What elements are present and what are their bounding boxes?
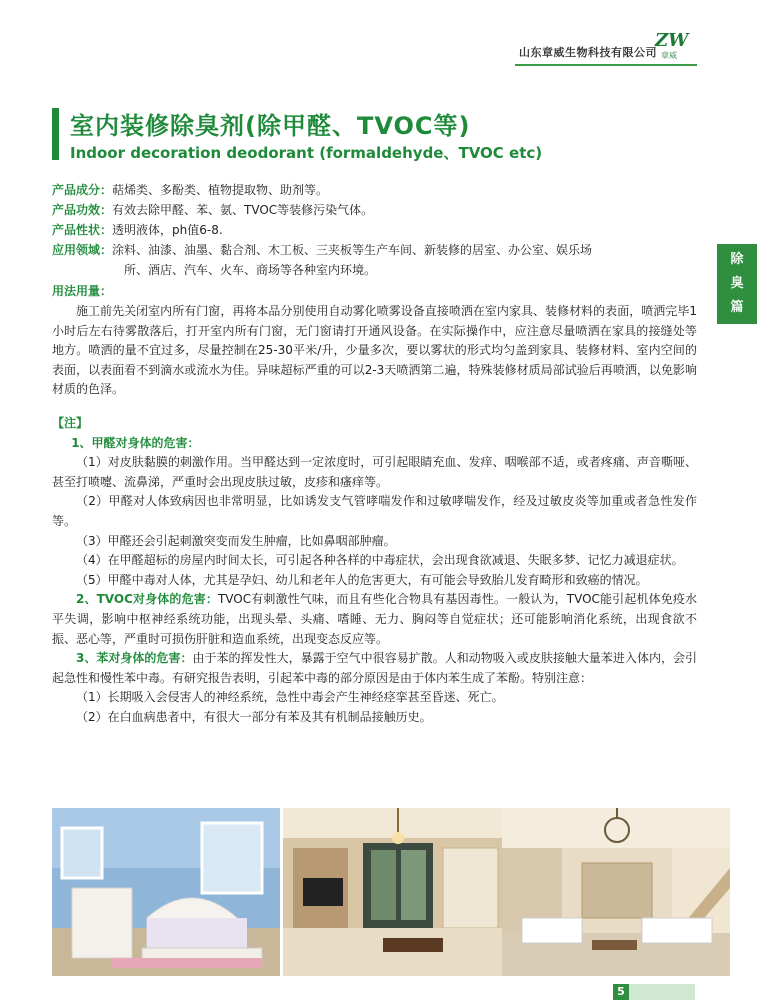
property-label: 产品性状： bbox=[52, 223, 113, 237]
note-item: （2）在白血病患者中，有很大一部分有苯及其有机制品接触历史。 bbox=[76, 709, 432, 724]
note-heading-formaldehyde: 1、甲醛对身体的危害： bbox=[71, 435, 200, 450]
company-logo bbox=[655, 30, 695, 64]
photo-living-room bbox=[283, 808, 511, 976]
title-accent-bar bbox=[52, 108, 59, 160]
section-tab-char: 除 bbox=[730, 252, 744, 267]
usage-paragraph: 施工前先关闭室内所有门窗，再将本品分别使用自动雾化喷雾设备直接喷洒在室内家具、装修材料的表面，喷洒完毕1小时后左右待雾散落后，打开室内所有门窗，无门窗请打开通风设备。在实际操作中，应注意尽量喷洒在家具的接缝处等地方。喷洒的量不宜过多，尽量控制在25-30平米/升，少量多次，要以雾状的形式均匀盖到家具、装修材料、室内空间的表面，以表面看不到滴水或流水为佳。异味超标严重的可以2-3天喷洒第二遍，特殊装修材质局部试验后再喷洒，以免影响材质的色泽。 bbox=[52, 304, 697, 397]
note-item: （2）甲醛对人体致病因也非常明显，比如诱发支气管哮喘发作和过敏哮喘发作，经及过敏皮炎等加重或者急性发作等。 bbox=[52, 494, 697, 528]
notes-block bbox=[52, 414, 697, 728]
property-value: 萜烯类、多酚类、植物提取物、助剂等。 bbox=[112, 183, 329, 197]
logo-caption: 章威 bbox=[661, 51, 677, 60]
property-value: 涂料、油漆、油墨、黏合剂、木工板、三夹板等生产车间、新装修的居室、办公室、娱乐场 bbox=[112, 243, 593, 257]
photo-villa-lounge bbox=[502, 808, 730, 976]
note-tvoc bbox=[52, 590, 697, 649]
property-application-continued: 所、酒店、汽车、火车、商场等各种室内环境。 bbox=[124, 263, 377, 277]
section-tab[interactable] bbox=[717, 244, 757, 324]
note-heading-benzene: 3、苯对身体的危害： bbox=[76, 651, 193, 666]
property-label: 产品功效： bbox=[52, 203, 113, 217]
note-text: TVOC有刺激性气味，而且有些化合物具有基因毒性。一般认为，TVOC能引起机体免疫水平失调，影响中枢神经系统功能，出现头晕、头痛、嗜睡、无力、胸闷等自觉症状；还可能影响消化系统，出现食欲不振、恶心等，严重时可损伤肝脏和造血系统，出现变态反应等。 bbox=[52, 592, 697, 646]
note-item: （4）在甲醛超标的房屋内时间太长，可引起各种各样的中毒症状，会出现食欲减退、失眠多梦、记忆力减退症状。 bbox=[76, 553, 684, 568]
note-item: （1）长期吸入会侵害人的神经系统，急性中毒会产生神经痉挛甚至昏迷、死亡。 bbox=[76, 690, 504, 705]
page-title: 室内装修除臭剂(除甲醛、TVOC等) bbox=[70, 112, 471, 140]
company-name: 山东章威生物科技有限公司 bbox=[519, 46, 657, 59]
photo-kids-bedroom bbox=[52, 808, 280, 976]
page-number: 5 bbox=[613, 984, 629, 1000]
section-tab-char: 臭 bbox=[730, 276, 744, 291]
property-application bbox=[52, 240, 592, 260]
note-item: （1）对皮肤黏膜的刺激作用。当甲醛达到一定浓度时，可引起眼睛充血、发痒、咽喉部不适，或者疼痛、声音嘶哑、甚至打喷嚏、流鼻涕，严重时会出现皮肤过敏，皮疹和瘙痒等。 bbox=[52, 455, 697, 489]
property-appearance bbox=[52, 220, 223, 240]
note-item: （3）甲醛还会引起刺激突变而发生肿瘤，比如鼻咽部肿瘤。 bbox=[76, 533, 396, 548]
page-number-bar bbox=[629, 984, 695, 1000]
usage-label: 用法用量： bbox=[52, 284, 113, 298]
header-divider bbox=[515, 64, 697, 66]
note-benzene bbox=[52, 649, 697, 688]
property-efficacy bbox=[52, 200, 373, 220]
property-value: 有效去除甲醛、苯、氨、TVOC等装修污染气体。 bbox=[112, 203, 374, 217]
note-text: 由于苯的挥发性大，暴露于空气中很容易扩散。人和动物吸入或皮肤接触大量苯进入体内，会引起急性和慢性苯中毒。有研究报告表明，引起苯中毒的部分原因是由于体内苯生成了苯酚。特别注意： bbox=[52, 651, 697, 685]
note-heading-tvoc: 2、TVOC对身体的危害： bbox=[76, 592, 218, 607]
property-value: 透明液体，ph值6-8. bbox=[112, 223, 223, 237]
property-ingredients bbox=[52, 180, 328, 200]
section-tab-char: 篇 bbox=[730, 300, 744, 315]
note-item: （5）甲醛中毒对人体，尤其是孕妇、幼儿和老年人的危害更大，有可能会导致胎儿发育畸形和致癌的情况。 bbox=[76, 572, 648, 587]
logo-mark: ZW bbox=[655, 30, 689, 51]
property-label: 产品成分： bbox=[52, 183, 113, 197]
notes-label: 【注】 bbox=[52, 416, 89, 430]
page-subtitle: Indoor decoration deodorant (formaldehyde、TVOC etc) bbox=[70, 144, 543, 162]
property-label: 应用领域： bbox=[52, 243, 113, 257]
usage-text-block bbox=[52, 302, 697, 400]
